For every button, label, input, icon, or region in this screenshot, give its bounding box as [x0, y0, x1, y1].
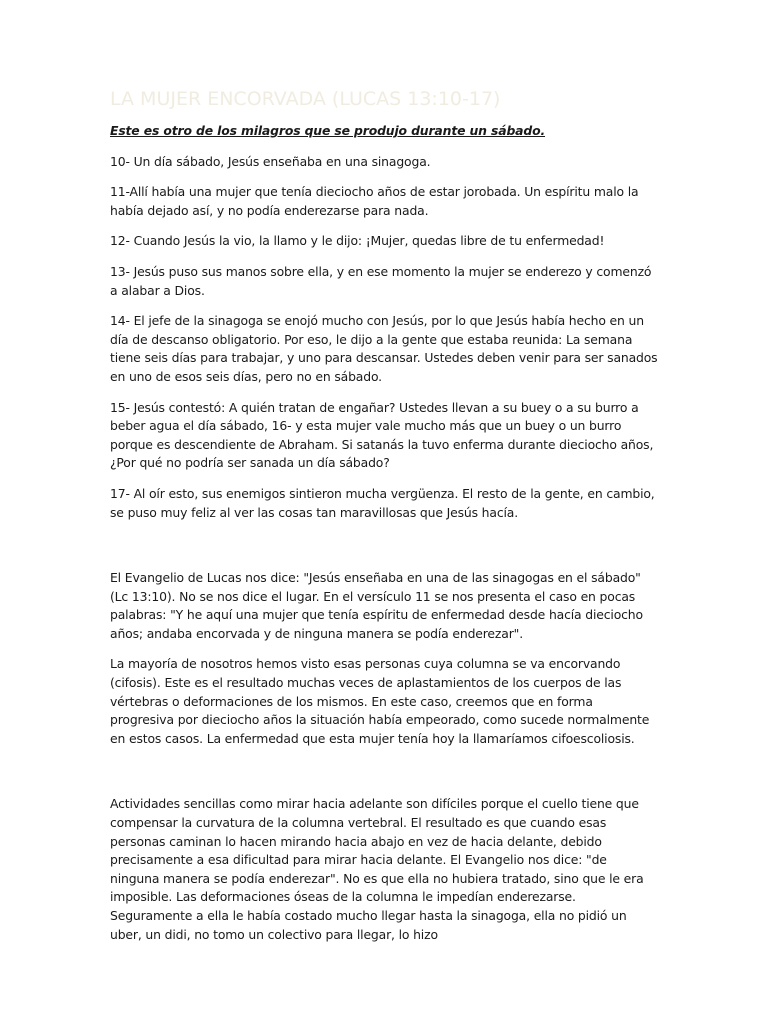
verse-12: 12- Cuando Jesús la vio, la llamo y le dijo: ¡Mujer, quedas libre de tu enfermedad! [110, 233, 605, 249]
verse-17: 17- Al oír esto, sus enemigos sintieron mucha vergüenza. El resto de la gente, en cambio, se puso muy feliz al ver las cosas tan maravillosas que Jesús hacía. [110, 485, 655, 520]
verse-11: 11-Allí había una mujer que tenía dieciocho años de estar jorobada. Un espíritu malo la había dejado así, y no podía enderezarse para nada. [110, 184, 639, 218]
commentary-paragraph-3: Actividades sencillas como mirar hacia adelante son difíciles porque el cuello tiene que compensar la curvatura de la columna vertebral. El resultado es que cuando esas personas caminan lo hacen mirando hacia abajo en vez de hacia delante, debido precisamente a esa dificultad para mirar hacia delante. El Evangelio nos dice: "de ninguna manera se podía enderezar". No es que ella no hubiera tratado, sino que le era imposible. Las deformaciones óseas de la columna le impedían enderezarse. Seguramente a ella le había costado mucho llegar hasta la sinagoga, ella no pidió un uber, un didi, no tomo un colectivo para llegar, lo hizo [110, 796, 644, 942]
document-page [110, 86, 658, 956]
commentary-paragraph-2: La mayoría de nosotros hemos visto esas personas cuya columna se va encorvando (cifosis). Este es el resultado muchas veces de aplastamientos de los cuerpos de las vértebras o deformaciones de los mismos. En este caso, creemos que en forma progresiva por dieciocho años la situación había empeorado, como sucede normalmente en estos casos. La enfermedad que esta mujer tenía hoy la llamaríamos cifoescoliosis. [110, 656, 650, 746]
verse-14: 14- El jefe de la sinagoga se enojó mucho con Jesús, por lo que Jesús había hecho en un día de descanso obligatorio. Por eso, le dijo a la gente que estaba reunida: La semana tiene seis días para trabajar, y uno para descansar. Ustedes deben venir para ser sanados en uno de esos seis días, pero no en sábado. [110, 313, 658, 384]
commentary-paragraph-1: El Evangelio de Lucas nos dice: "Jesús enseñaba en una de las sinagogas en el sábado" (Lc 13:10). No se nos dice el lugar. En el versículo 11 se nos presenta el caso en pocas palabras: "Y he aquí una mujer que tenía espíritu de enfermedad desde hacía dieciocho años; andaba encorvada y de ninguna manera se podía enderezar". [110, 570, 643, 641]
document-subtitle: Este es otro de los milagros que se produjo durante un sábado. [110, 123, 546, 138]
verse-10: 10- Un día sábado, Jesús enseñaba en una sinagoga. [110, 153, 431, 169]
document-title: LA MUJER ENCORVADA (LUCAS 13:10-17) [110, 88, 501, 110]
paragraph-spacer [110, 760, 658, 795]
paragraph-spacer [110, 534, 658, 569]
verse-13: 13- Jesús puso sus manos sobre ella, y en ese momento la mujer se enderezo y comenzó a alabar a Dios. [110, 263, 652, 298]
verse-15-16: 15- Jesús contestó: A quién tratan de engañar? Ustedes llevan a su buey o a su burro a beber agua el día sábado, 16- y esta mujer vale mucho más que un buey o un burro porque es descendiente de Abraham. Si satanás la tuvo enferma durante dieciocho años, ¿Por qué no podría ser sanada un día sábado? [110, 399, 654, 471]
